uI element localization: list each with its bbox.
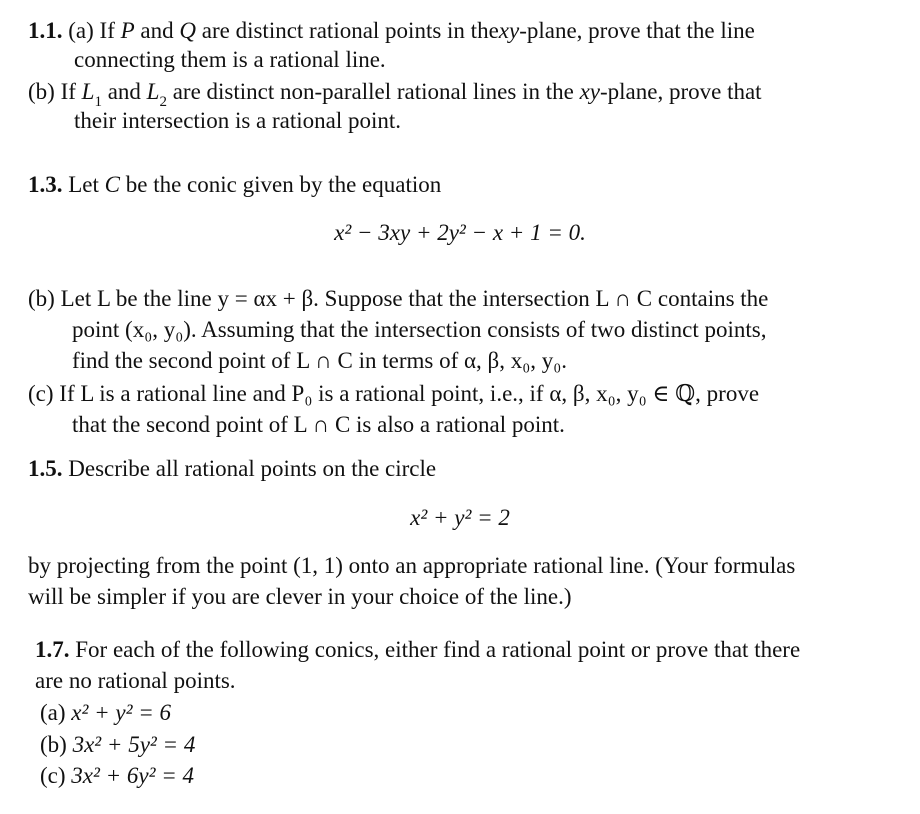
conic-item-a [40, 699, 171, 727]
math-var: xy [579, 79, 600, 104]
problem-1-7-line-1 [35, 636, 800, 664]
part-label: (c) [28, 381, 54, 406]
text: and [107, 79, 141, 104]
text: are distinct non-parallel rational lines in the [172, 79, 574, 104]
math-var: C [104, 172, 120, 197]
text: and [140, 18, 174, 43]
problem-1-1-line-1 [28, 17, 755, 45]
item-equation: 3x² + 6y² = 4 [71, 763, 195, 788]
problem-1-3-c-line-2: that the second point of L ∩ C is also a rational point. [72, 412, 565, 437]
problem-1-5-line-2: will be simpler if you are clever in your choice of the line.) [28, 584, 572, 609]
equation-circle: x² + y² = 2 [410, 505, 510, 530]
problem-1-1-b-line-2: their intersection is a rational point. [74, 108, 402, 133]
text: For each of the following conics, either find a rational point or prove that there [75, 637, 801, 662]
math-var: Q [179, 18, 197, 43]
text: If [60, 79, 76, 104]
problem-1-3-intro [28, 171, 441, 199]
item-label: (a) [40, 700, 66, 725]
problem-1-3-b-line-3: find the second point of L ∩ C in terms of α, β, x₀, y₀. [72, 348, 568, 373]
math-var: L [81, 79, 95, 104]
item-label: (c) [40, 763, 66, 788]
text: Let [68, 172, 99, 197]
text: If [99, 18, 115, 43]
item-equation: x² + y² = 6 [71, 700, 172, 725]
item-equation: 3x² + 5y² = 4 [72, 732, 196, 757]
text: -plane, prove that [599, 79, 762, 104]
problem-1-5-intro [28, 455, 436, 483]
math-var: L [146, 79, 160, 104]
problem-1-1-b-line-1 [28, 78, 762, 110]
problem-1-3-b-line-1 [28, 285, 768, 313]
conic-item-c [40, 762, 194, 790]
problem-1-1-line-2: connecting them is a rational line. [74, 47, 386, 72]
problem-1-7-line-2: are no rational points. [35, 668, 236, 693]
problem-number: 1.5. [28, 456, 63, 481]
text: If L is a rational line and P₀ is a rational point, i.e., if α, β, x₀, y₀ ∈ ℚ, prove [59, 381, 760, 406]
text: Let L be the line y = αx + β. Suppose that the intersection L ∩ C contains the [60, 286, 769, 311]
text: Describe all rational points on the circle [68, 456, 437, 481]
problem-number: 1.7. [35, 637, 70, 662]
math-var: xy [498, 18, 520, 43]
part-label: (a) [68, 18, 94, 43]
item-label: (b) [40, 732, 67, 757]
subscript: 2 [159, 93, 167, 110]
problem-1-3-c-line-1 [28, 380, 759, 408]
part-label: (b) [28, 79, 55, 104]
text: be the conic given by the equation [125, 172, 442, 197]
math-var: P [120, 18, 135, 43]
problem-number: 1.3. [28, 172, 63, 197]
text: -plane, prove that the line [519, 18, 755, 43]
part-label: (b) [28, 286, 55, 311]
text: are distinct rational points in the [201, 18, 499, 43]
problem-1-3-b-line-2: point (x₀, y₀). Assuming that the intersection consists of two distinct points, [72, 317, 767, 342]
problem-1-5-line-1: by projecting from the point (1, 1) onto an appropriate rational line. (Your formulas [28, 553, 796, 578]
conic-item-b [40, 731, 195, 759]
equation-conic: x² − 3xy + 2y² − x + 1 = 0. [334, 220, 586, 245]
problem-number: 1.1. [28, 18, 63, 43]
subscript: 1 [94, 93, 102, 110]
